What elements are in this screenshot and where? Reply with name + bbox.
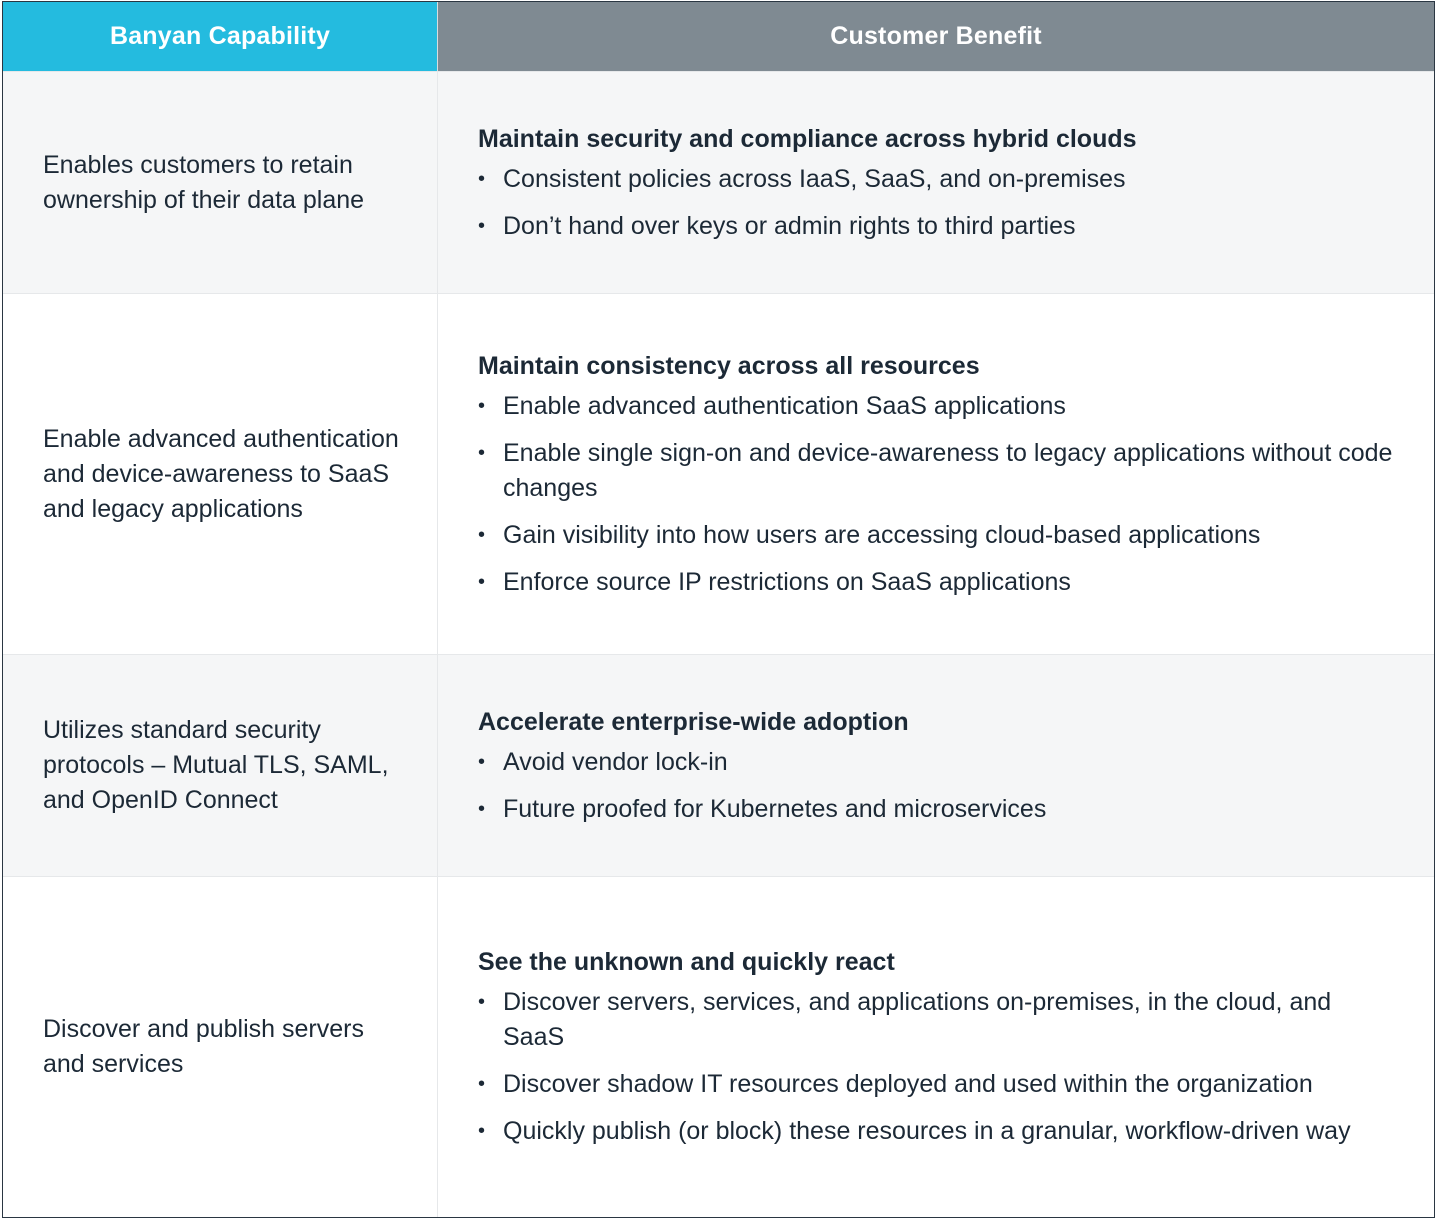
list-item bbox=[478, 389, 1394, 424]
benefit-title: Maintain consistency across all resources bbox=[478, 351, 980, 380]
bullet-icon: • bbox=[478, 1073, 486, 1095]
list-item bbox=[478, 792, 1394, 827]
benefit-list bbox=[478, 745, 1394, 827]
table-row bbox=[3, 654, 1434, 876]
capability-benefit-table bbox=[2, 1, 1435, 1218]
benefit-list bbox=[478, 389, 1394, 600]
list-item bbox=[478, 1067, 1394, 1102]
list-item bbox=[478, 985, 1394, 1055]
bullet-icon: • bbox=[478, 797, 486, 820]
bullet-text: Enable advanced authentication SaaS applications bbox=[503, 391, 1066, 420]
capability-text: Enables customers to retain ownership of their data plane bbox=[43, 150, 365, 214]
bullet-icon: • bbox=[478, 394, 486, 417]
list-item bbox=[478, 745, 1394, 780]
bullet-icon: • bbox=[478, 523, 486, 546]
benefit-title: Maintain security and compliance across hybrid clouds bbox=[478, 124, 1137, 153]
bullet-text: Quickly publish (or block) these resources in a granular, workflow-driven way bbox=[503, 1117, 1351, 1145]
bullet-text: Discover shadow IT resources deployed and used within the organization bbox=[503, 1070, 1313, 1098]
benefit-cell bbox=[437, 294, 1434, 654]
bullet-text: Enable single sign-on and device-awareness to legacy applications without code changes bbox=[503, 438, 1393, 502]
capability-text: Utilizes standard security protocols – Mutual TLS, SAML, and OpenID Connect bbox=[43, 716, 389, 814]
bullet-text: Discover servers, services, and applications on-premises, in the cloud, and SaaS bbox=[503, 988, 1332, 1051]
bullet-text: Avoid vendor lock-in bbox=[503, 747, 728, 776]
benefit-cell bbox=[437, 877, 1434, 1217]
capability-cell bbox=[3, 72, 437, 293]
bullet-text: Don’t hand over keys or admin rights to third parties bbox=[503, 211, 1076, 240]
capability-text: Enable advanced authentication and device-awareness to SaaS and legacy applications bbox=[43, 424, 399, 523]
capability-cell bbox=[3, 294, 437, 654]
capability-cell bbox=[3, 655, 437, 876]
benefit-title: Accelerate enterprise-wide adoption bbox=[478, 707, 909, 736]
benefit-list bbox=[478, 162, 1394, 244]
capability-cell bbox=[3, 877, 437, 1217]
bullet-icon: • bbox=[478, 167, 486, 190]
list-item bbox=[478, 565, 1394, 600]
benefit-list bbox=[478, 985, 1394, 1149]
bullet-icon: • bbox=[478, 214, 486, 237]
list-item bbox=[478, 162, 1394, 197]
list-item bbox=[478, 518, 1394, 553]
bullet-icon: • bbox=[478, 441, 486, 464]
table-row bbox=[3, 293, 1434, 654]
list-item bbox=[478, 436, 1394, 506]
bullet-icon: • bbox=[478, 1120, 486, 1142]
bullet-icon: • bbox=[478, 570, 486, 593]
table-row bbox=[3, 876, 1434, 1217]
list-item bbox=[478, 209, 1394, 244]
benefit-title: See the unknown and quickly react bbox=[478, 948, 895, 976]
table-header bbox=[3, 2, 1434, 71]
bullet-text: Future proofed for Kubernetes and microservices bbox=[503, 794, 1047, 823]
bullet-text: Consistent policies across IaaS, SaaS, and on-premises bbox=[503, 164, 1126, 193]
header-customer-benefit: Customer Benefit bbox=[437, 2, 1434, 71]
list-item bbox=[478, 1114, 1394, 1149]
capability-text: Discover and publish servers and services bbox=[43, 1015, 364, 1078]
bullet-icon: • bbox=[478, 991, 486, 1013]
table-row bbox=[3, 71, 1434, 293]
header-banyan-capability: Banyan Capability bbox=[3, 2, 437, 71]
bullet-icon: • bbox=[478, 750, 486, 773]
benefit-cell bbox=[437, 655, 1434, 876]
bullet-text: Gain visibility into how users are accessing cloud-based applications bbox=[503, 520, 1261, 549]
bullet-text: Enforce source IP restrictions on SaaS applications bbox=[503, 567, 1071, 596]
benefit-cell bbox=[437, 72, 1434, 293]
